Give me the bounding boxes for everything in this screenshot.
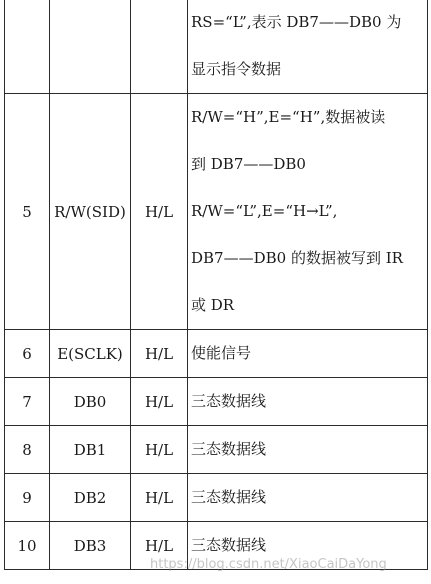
table-row: [5, 522, 428, 570]
description-line: 三态数据线: [191, 440, 267, 458]
pin-description-cell: [188, 94, 428, 330]
pin-description-table: [4, 0, 428, 570]
pin-number-cell: 7: [5, 378, 50, 426]
pin-description-cell: [188, 474, 428, 522]
description-line: 到 DB7——DB0: [191, 155, 306, 173]
pin-description-cell: [188, 0, 428, 94]
table-row: [5, 474, 428, 522]
table-row: [5, 330, 428, 378]
pin-description-cell: [188, 426, 428, 474]
pin-level-cell: H/L: [131, 330, 188, 378]
table-row: [5, 94, 428, 330]
pin-level-cell: H/L: [131, 94, 188, 330]
pin-name-cell: DB3: [50, 522, 131, 570]
pin-number-cell: 10: [5, 522, 50, 570]
description-line: 三态数据线: [191, 536, 267, 554]
pin-level-cell: H/L: [131, 522, 188, 570]
pin-number-cell: 9: [5, 474, 50, 522]
watermark-text: https://blog.csdn.net/XiaoCaiDaYong: [150, 557, 387, 572]
description-line: RS=“L”,表示 DB7——DB0 为: [191, 13, 402, 31]
table-row: [5, 378, 428, 426]
pin-number-cell: 8: [5, 426, 50, 474]
description-line: 显示指令数据: [191, 60, 282, 78]
pin-level-cell: H/L: [131, 378, 188, 426]
description-line: R/W=“H”,E=“H”,数据被读: [191, 108, 386, 126]
pin-number-cell: 5: [5, 94, 50, 330]
pin-name-cell: [50, 0, 131, 94]
description-line: 或 DR: [191, 296, 235, 314]
pin-name-cell: DB1: [50, 426, 131, 474]
pin-name-cell: DB0: [50, 378, 131, 426]
description-line: DB7——DB0 的数据被写到 IR: [191, 249, 403, 267]
description-line: 三态数据线: [191, 392, 267, 410]
pin-level-cell: H/L: [131, 474, 188, 522]
pin-level-cell: H/L: [131, 426, 188, 474]
pin-number-cell: [5, 0, 50, 94]
description-line: R/W=“L”,E=“H→L”,: [191, 202, 338, 220]
pin-level-cell: [131, 0, 188, 94]
pin-name-cell: R/W(SID): [50, 94, 131, 330]
table-row: [5, 0, 428, 94]
description-line: 三态数据线: [191, 488, 267, 506]
pin-description-cell: [188, 522, 428, 570]
pin-number-cell: 6: [5, 330, 50, 378]
table-row: [5, 426, 428, 474]
description-line: 使能信号: [191, 344, 252, 362]
pin-description-cell: [188, 330, 428, 378]
pin-description-cell: [188, 378, 428, 426]
pin-name-cell: E(SCLK): [50, 330, 131, 378]
pin-name-cell: DB2: [50, 474, 131, 522]
